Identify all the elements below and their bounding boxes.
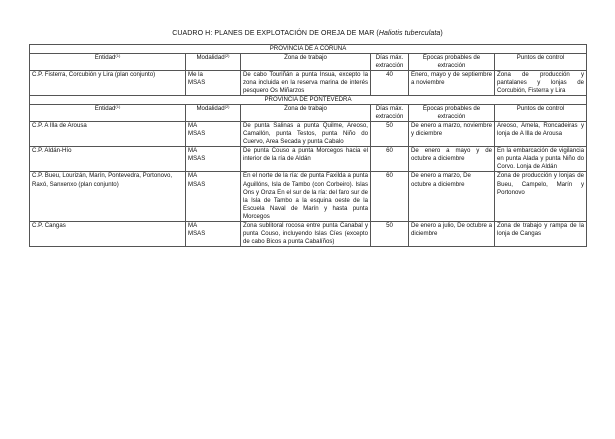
cell-epocas: De enero a julio, De octubre a diciembre	[409, 221, 495, 246]
province-header-pontevedra	[30, 96, 587, 105]
cell-puntos: Zona de producción y pantalanes y lonjas de Corcubión, Fisterra y Lira	[495, 71, 587, 96]
table-row	[30, 172, 587, 221]
cell-puntos: Zona de trabajo y rampa de la lonja de Cangas	[495, 221, 587, 246]
province-name: PROVINCIA DE A CORUÑA	[30, 45, 587, 54]
cell-puntos: Zona de producción y lonjas de Bueu, Campelo, Marín y Portonovo	[495, 172, 587, 221]
header-puntos: Puntos de control	[495, 105, 587, 122]
header-epocas: Épocas probables de extracción	[409, 54, 495, 71]
header-entidad: Entidad$^{(1)}$	[30, 54, 186, 71]
province-header-coruna	[30, 45, 587, 54]
cell-epocas: De enero a marzo, noviembre y diciembre	[409, 122, 495, 147]
cell-epocas: De enero a marzo, De octubre a diciembre	[409, 172, 495, 221]
cell-entidad: C.P. Aldán-Hío	[30, 147, 186, 172]
cell-modalidad: MA MSAS	[186, 221, 241, 246]
header-entidad: Entidad$^{(1)}$	[30, 105, 186, 122]
species-name: Haliotis tuberculata	[378, 30, 441, 37]
column-header-row	[30, 54, 587, 71]
cell-dias: 50	[371, 221, 409, 246]
cell-entidad: C.P. A Illa de Arousa	[30, 122, 186, 147]
cell-epocas: Enero, mayo y de septiembre a noviembre	[409, 71, 495, 96]
header-epocas: Épocas probables de extracción	[409, 105, 495, 122]
cell-epocas: De enero a mayo y de octubre a diciembre	[409, 147, 495, 172]
province-name: PROVINCIA DE PONTEVEDRA	[30, 96, 587, 105]
cell-puntos: En la embarcación de vigilancia en punta Alada y punta Niño do Corvo. Lonja de Aldán	[495, 147, 587, 172]
cell-dias: 40	[371, 71, 409, 96]
document-title: CUADRO H: PLANES DE EXPLOTACIÓN DE OREJA DE MAR (Haliotis tuberculata)	[172, 30, 443, 37]
header-dias: Días máx. extracción	[371, 54, 409, 71]
cell-dias: 60	[371, 147, 409, 172]
cell-puntos: Areoso, Amela, Roncadeiras y lonja de A Illa de Arousa	[495, 122, 587, 147]
column-header-row	[30, 105, 587, 122]
header-zona: Zona de trabajo	[241, 105, 371, 122]
cell-entidad: C.P. Cangas	[30, 221, 186, 246]
cell-zona: De punta Couso a punta Morcegos hacia el interior de la ría de Aldán	[241, 147, 371, 172]
cell-modalidad: MA MSAS	[186, 122, 241, 147]
cell-modalidad: MA MSAS	[186, 147, 241, 172]
header-modalidad: Modalidad$^{(2)}$	[186, 105, 241, 122]
header-dias: Días máx. extracción	[371, 105, 409, 122]
header-zona: Zona de trabajo	[241, 54, 371, 71]
cell-dias: 50	[371, 122, 409, 147]
table-row	[30, 122, 587, 147]
cell-dias: 60	[371, 172, 409, 221]
cell-zona: De cabo Touriñán a punta Insua, excepto la zona incluida en la reserva marina de interés pesquero Os Miñarzos	[241, 71, 371, 96]
table-row	[30, 221, 587, 246]
cell-zona: De punta Salinas a punta Quilme, Areoso, Camallón, punta Testos, punta Niño do Cuervo, Area Secada y punta Cabalo	[241, 122, 371, 147]
cell-zona: En el norte de la ría: de punta Faxilda a punta Aguillóns, Isla de Tambo (con Corbeiro). Islas Ons y Onza En el sur de la ría: del faro sur de la Isla de Tambo a la esquina oeste de la Escuela Naval de Marín y hasta punta Morcegos	[241, 172, 371, 221]
cell-modalidad: MA MSAS	[186, 172, 241, 221]
table-row	[30, 147, 587, 172]
cell-zona: Zona sublitoral rocosa entre punta Canabal y punta Couso, incluyendo Islas Cíes (excepto de cabo Bicos a punta Cabalíños)	[241, 221, 371, 246]
exploitation-plans-table	[29, 44, 587, 247]
header-modalidad: Modalidad$^{(2)}$	[186, 54, 241, 71]
table-row	[30, 71, 587, 96]
header-puntos: Puntos de control	[495, 54, 587, 71]
cell-modalidad: Me la MSAS	[186, 71, 241, 96]
cell-entidad: C.P. Bueu, Lourizán, Marín, Pontevedra, Portonovo, Raxó, Sanxenxo (plan conjunto)	[30, 172, 186, 221]
cell-entidad: C.P. Fisterra, Corcubión y Lira (plan conjunto)	[30, 71, 186, 96]
